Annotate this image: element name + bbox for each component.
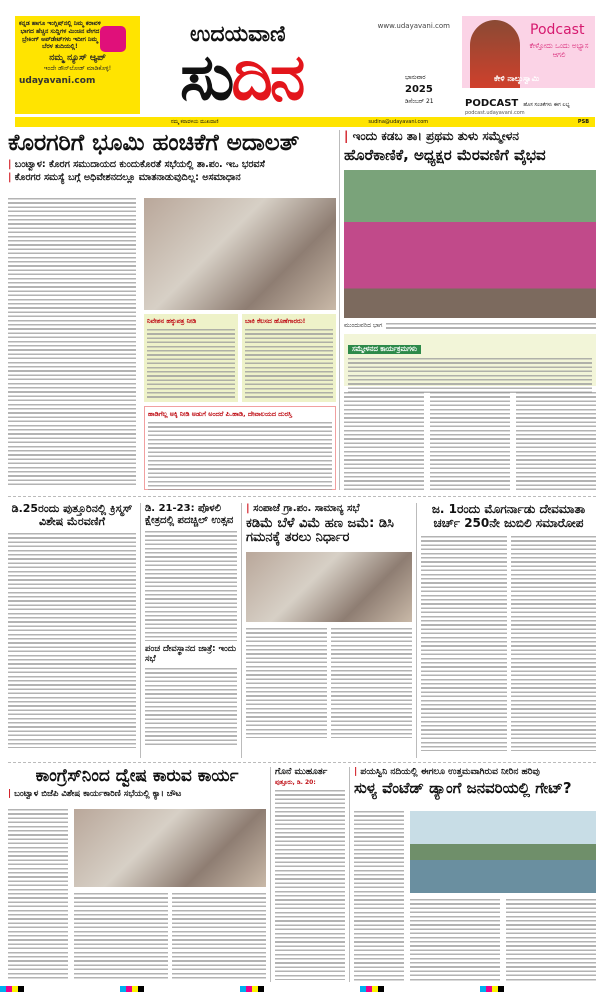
story-congress — [8, 767, 266, 982]
host-name: ಕೇಳಿ ನಾಲ್ಕುಸ್ವಾಮಿ — [494, 74, 540, 83]
ad-cta: ಇಂದೇ ಡೌನ್‌ಲೋಡ್ ಮಾಡಿಕೊಳ್ಳಿ! — [43, 65, 112, 73]
headline: ಕೊರಗರಿಗೆ ಭೂಮಿ ಹಂಚಿಕೆಗೆ ಅದಾಲತ್ — [8, 130, 300, 156]
story-sullia-dam — [354, 767, 596, 982]
masthead — [150, 18, 450, 118]
tagline: ನಮ್ಮ ಕರಾವಳಿಯ ಮುಖವಾಣಿ — [170, 119, 219, 125]
side-box: ಹಾಡಿಗೆಲ್ಲ ಅಕ್ಕಿ ನೀಡಿ ಅಡುಗೆ ಅಂದರೆ ಪಿ.ಹಾಡಿ, ದೇವಾಲಯದ ದುರಸ್ತಿ — [144, 406, 336, 490]
info-box: ನಿವೇಶನ ಹಕ್ಕುಪತ್ರ ನೀಡಿ — [144, 314, 238, 402]
story-church-jubilee — [421, 503, 596, 758]
website[interactable]: www.udayavani.com — [377, 22, 450, 30]
dam-photo — [410, 811, 596, 893]
meeting-photo — [144, 198, 336, 310]
title-black: ಸು — [180, 41, 232, 115]
subheadline: | ಕೊರಗರ ಸಮಸ್ಯೆ ಬಗ್ಗೆ ಅಧಿವೇಶನದಲ್ಲೂ ಮಾತನಾಡುವುದಿಲ್ಲ: ಅಸಮಾಧಾನ — [8, 172, 241, 184]
program-box: ಸಮ್ಮೇಳನದ ಕಾರ್ಯಕ್ರಮಗಳು — [344, 334, 596, 386]
headline: ಕಡಿಮೆ ಬೆಳೆ ವಿಮೆ ಹಣ ಜಮೆ: ಡಿಸಿ ಗಮನಕ್ಕೆ ತರಲು ನಿರ್ಧಾರ — [246, 515, 394, 546]
app-icon — [100, 26, 126, 52]
info-box: ಬಾಕಿ ಕೆಲಸದ ಹೊಣೆಗಾರರು! — [242, 314, 336, 402]
kicker: | ಇಂದು ಕಡಬ ತಾ। ಪ್ರಥಮ ತುಳು ಸಮ್ಮೇಳನ — [344, 129, 519, 143]
body-text — [8, 198, 136, 488]
ad-app-label: ನಮ್ಮ ನ್ಯೂಸ್ ಆ್ಯಪ್ — [49, 53, 106, 64]
kicker: | ಸಂಪಾಜೆ ಗ್ರಾ.ಪಂ. ಸಾಮಾನ್ಯ ಸಭೆ — [246, 503, 360, 514]
headline: ಡಿ. 21-23: ಪೊಳಲಿ ಕ್ಷೇತ್ರದಲ್ಲಿ ಪದಚ್ಚಿಲ್ ಉತ್ಸವ — [145, 503, 234, 526]
ad-text: ಕನ್ನಡ ಹಾಗೂ ಇಂಗ್ಲಿಷ್‌ನಲ್ಲಿ ನಿಮ್ಮ ಕರಾವಳಿ ಭಾಗದ ಹೆಚ್ಚಿನ ಸುದ್ದಿಗಳ ಮಿಂಚಿನ ವೇಗದ ಬ್ರೇಕಿಂಗ್ ಅಪ್‌ಡೇಟ್‌ಗಳು ಇದೀಗ ನಿಮ್ಮ ಬೆರಳ ತುದಿಯಲ್ಲಿ! — [19, 20, 101, 51]
headline: ಜ. 1ರಂದು ಮೊಗರ್ನಾಡು ದೇವಮಾತಾ ಚರ್ಚ್ 250ನೇ ಜುಬಿಲಿ ಸಮಾರೋಪ — [431, 502, 586, 530]
story-sampaje — [246, 503, 412, 758]
date: ಡಿಸೆಂಬರ್ 21 — [405, 98, 434, 105]
headline: ಕಾಂಗ್ರೆಸ್‌ನಿಂದ ದ್ವೇಷ ಕಾರುವ ಕಾರ್ಯ — [35, 766, 239, 786]
story-tulu-sammelana — [344, 130, 596, 490]
edition-code: PSB — [577, 119, 589, 125]
podcast-note: ಹೊಸ ಸಂಚಿಕೆಗಳು ಈಗ ಲಭ್ಯ — [523, 102, 570, 108]
podcast-url[interactable]: podcast.udayavani.com — [465, 110, 525, 116]
podcast-brand: PODCAST — [465, 98, 519, 109]
photo-caption-text: ಮುಂದುವರಿದ ಭಾಗ — [344, 321, 383, 329]
headline: ಗೊನೆ ಮುಹೂರ್ತ — [275, 767, 328, 777]
story-koraga — [8, 130, 336, 490]
headline: ಹೊರೆಕಾಣಿಕೆ, ಅಧ್ಯಕ್ಷರ ಮೆರವಣಿಗೆ ವೈಭವ — [344, 145, 546, 164]
news-app-ad[interactable] — [15, 16, 140, 114]
day: ಭಾನುವಾರ — [405, 74, 426, 81]
meeting-photo — [74, 809, 266, 887]
subheadline: | ಬಂಟ್ವಾಳ: ಕೊರಗ ಸಮುದಾಯದ ಕುಂದುಕೊರತೆ ಸಭೆಯಲ್ಲಿ ತಾ.ಪಂ. ಇಒ ಭರವಸೆ — [8, 159, 265, 171]
headline: ಸುಳ್ಯ ವೆಂಟೆಡ್ ಡ್ಯಾಂಗೆ ಜನವರಿಯಲ್ಲಿ ಗೇಟ್? — [354, 779, 572, 798]
ad-brand: udayavani.com — [19, 76, 96, 87]
photo-caption — [344, 320, 596, 331]
procession-photo — [344, 170, 596, 318]
ad-line: ಕೇಳ್ತೋದು ಒಂದು ಅಭ್ಯಾಸ ಆಗಲಿ — [529, 42, 589, 59]
title-red: ದಿನ — [231, 41, 303, 115]
masthead-strip — [15, 117, 595, 127]
headline: ಡಿ.25ರಂದು ಪುತ್ತೂರಿನಲ್ಲಿ ಕ್ರಿಸ್ಮಸ್ ವಿಶೇಷ ಮೆರವಣಿಗೆ — [11, 502, 133, 528]
story-christmas — [8, 503, 136, 758]
kicker: | ಪಯಸ್ವಿನಿ ನದಿಯಲ್ಲಿ ಈಗಲೂ ಉತ್ತಮವಾಗಿರುವ ನೀರಿನ ಹರಿವು — [354, 767, 540, 777]
ad-title: Podcast — [530, 22, 585, 38]
story-polali — [145, 503, 237, 758]
meeting-photo — [246, 552, 412, 622]
byline: ಪುತ್ತೂರು, ಡಿ. 20: — [275, 779, 316, 787]
podcast-ad[interactable] — [462, 16, 595, 114]
brand-small: ಉದಯವಾಣಿ — [190, 22, 286, 47]
story-gone-muhurta — [275, 767, 345, 982]
subheadline: ಪಂಚ ದೇವಸ್ಥಾನದ ಜಾತ್ರೆ: ಇಂದು ಸಭೆ — [145, 644, 237, 664]
email[interactable]: sudina@udayavani.com — [368, 119, 429, 125]
print-registration-marks — [0, 986, 600, 992]
subheadline: | ಬಂಟ್ವಾಳ ಬಿಜೆಪಿ ವಿಶೇಷ ಕಾರ್ಯಕಾರಿಣಿ ಸಭೆಯಲ್ಲಿ ಕ್ಯಾ। ಚೌಟ — [8, 788, 182, 799]
year: 2025 — [405, 84, 433, 95]
